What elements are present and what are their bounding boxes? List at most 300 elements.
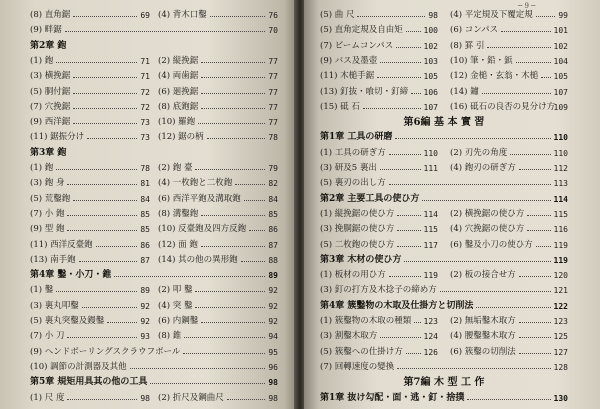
toc-entry (158, 193, 278, 206)
page-number: 130 (553, 393, 568, 403)
page-number: 88 (268, 255, 278, 265)
page-number: 101 (553, 26, 568, 36)
page-number: 126 (423, 347, 438, 357)
toc-entry (450, 40, 568, 53)
toc-entry (30, 315, 150, 328)
toc-entry (450, 70, 568, 83)
dot-leader (404, 261, 551, 262)
page-number: 89 (268, 271, 278, 281)
page-number: 98 (268, 378, 278, 388)
dot-leader (65, 31, 265, 32)
toc-entry (320, 86, 438, 99)
page-number: 113 (553, 179, 568, 189)
entry-title: (10) 羅鉋 (158, 117, 196, 128)
entry-title: (6) 廻挽鋸 (158, 86, 199, 97)
dot-leader (527, 215, 551, 216)
toc-entry (320, 315, 438, 328)
dot-leader (396, 47, 421, 48)
toc-entry (450, 86, 568, 99)
entry-title: (9) ヘンドボーリングスクラウフボール (30, 346, 181, 357)
entry-title: (9) 西洋鋸 (30, 117, 71, 128)
page-number: 81 (140, 179, 150, 189)
entry-title: (6) 簇鑿の切削法 (450, 346, 516, 357)
part-heading (320, 376, 568, 389)
page-number: 115 (423, 225, 438, 235)
entry-title: (1) 簇鑿物の木取の種類 (320, 316, 412, 326)
toc-entry (30, 162, 150, 175)
toc-entry (30, 131, 150, 144)
dot-leader (73, 77, 137, 78)
dot-leader (201, 62, 265, 63)
toc-entry (158, 116, 278, 129)
entry-title: (3) 割鑿木取方 (320, 331, 378, 342)
dot-leader (536, 16, 555, 17)
toc-entry (158, 162, 278, 175)
dot-leader (487, 47, 551, 48)
dot-leader (73, 16, 137, 17)
chapter-heading (320, 392, 568, 405)
page-number: 103 (423, 56, 438, 66)
entry-title: (11) 木槌手鋸 (320, 71, 375, 82)
toc-entry (320, 361, 568, 374)
chapter-title: 第3章 鉋 (30, 147, 67, 158)
dot-leader (183, 353, 265, 354)
dot-leader (201, 108, 265, 109)
entry-title: (1) 工具の研ぎ方 (320, 147, 386, 158)
dot-leader (380, 169, 421, 170)
page-number: 92 (140, 301, 150, 311)
toc-entry (30, 116, 150, 129)
dot-leader (389, 154, 421, 155)
page-number: 107 (423, 102, 438, 112)
dot-leader (67, 399, 137, 400)
dot-leader (377, 77, 421, 78)
entry-title: (4) 腰鑿鑿木取方 (450, 331, 516, 342)
dot-leader (73, 200, 137, 201)
entry-title: (2) 刃先の角度 (450, 147, 508, 158)
page-number: 78 (140, 164, 150, 173)
page-number: 71 (140, 56, 150, 66)
toc-entry (450, 55, 568, 68)
page-number: 105 (553, 72, 568, 82)
dot-leader (363, 108, 421, 109)
dot-leader (467, 399, 551, 400)
entry-title: (4) 背木口鑿 (158, 10, 207, 20)
page-number: 125 (553, 332, 568, 342)
toc-entry (320, 284, 568, 297)
page-number: 124 (423, 332, 438, 342)
dot-leader (541, 77, 551, 78)
page-number: 116 (553, 225, 568, 235)
entry-title: (2) 板の接合せ方 (450, 270, 516, 281)
entry-title: (9) 型 鉋 (30, 224, 65, 235)
page-number: 92 (268, 301, 278, 311)
dot-leader (516, 62, 551, 63)
entry-title: (11) 鋸振分け (30, 132, 85, 143)
dot-leader (406, 31, 421, 32)
entry-title: (10) 反臺鉋及四方反鉋 (158, 224, 247, 235)
dot-leader (536, 246, 551, 247)
toc-entry (450, 162, 568, 175)
toc-entry (450, 208, 568, 221)
dot-leader (397, 215, 421, 216)
entry-title: (3) 挽胴鋸の使ひ方 (320, 224, 395, 235)
toc-entry (30, 330, 150, 343)
toc-entry (158, 223, 278, 236)
page-number: 123 (553, 317, 568, 326)
page-number: 85 (268, 209, 278, 219)
entry-title: (5) 裏丸突鑿及鏝鑿 (30, 316, 105, 326)
toc-entry (320, 269, 438, 282)
page-number: 78 (268, 133, 278, 143)
toc-entry (30, 70, 150, 83)
toc-entry (450, 9, 568, 22)
entry-title: (8) 罫 引 (450, 40, 485, 51)
toc-entry (30, 239, 150, 252)
chapter-title: 第5章 規矩用具其の他の工具 (30, 377, 148, 388)
toc-entry (320, 162, 438, 175)
toc-entry (30, 392, 150, 405)
toc-entry (450, 101, 568, 114)
page-number: 86 (268, 225, 278, 235)
toc-entry (30, 254, 150, 267)
toc-entry (320, 101, 438, 114)
chapter-title: 第1章 抜け勾配・面・逃・釘・捨撲 (320, 392, 465, 403)
toc-entry (30, 284, 150, 297)
dot-leader (67, 215, 137, 216)
dot-leader (201, 215, 265, 216)
chapter-heading (320, 193, 568, 206)
page-number: 93 (140, 332, 150, 342)
entry-title: (7) 穴挽鋸 (30, 101, 71, 112)
dot-leader (82, 307, 137, 308)
entry-title: (12) 鋸の柄 (158, 132, 204, 143)
entry-title: (5) 裏刃の出し方 (320, 178, 386, 189)
dot-leader (150, 383, 265, 384)
entry-title: (13) 釘抜・喰切・釘締 (320, 86, 409, 97)
entry-title: (12) 金槌・玄翁・木槌 (450, 71, 539, 82)
toc-entry (30, 24, 278, 37)
dot-leader (67, 184, 137, 185)
dot-leader (198, 123, 265, 124)
page-number: 92 (268, 317, 278, 326)
chapter-heading (30, 269, 278, 282)
page-number: 92 (140, 317, 150, 326)
page-number: 112 (553, 164, 568, 173)
toc-entry (158, 300, 278, 313)
dot-leader (501, 31, 551, 32)
entry-title: (2) 縦挽鋸 (158, 55, 199, 66)
page-number: 79 (268, 164, 278, 173)
dot-leader (244, 200, 265, 201)
chapter-heading (30, 376, 278, 389)
entry-title: (2) 横挽鋸の使ひ方 (450, 208, 525, 219)
dot-leader (73, 123, 137, 124)
toc-entry (320, 40, 438, 53)
dot-leader (482, 93, 551, 94)
toc-entry (30, 101, 150, 114)
page-number: 115 (553, 209, 568, 219)
toc-entry (320, 9, 438, 22)
entry-title: (2) 無垢鑿木取方 (450, 316, 516, 326)
toc-entry (158, 315, 278, 328)
chapter-title: 第2章 主要工具の使ひ方 (320, 193, 420, 204)
entry-title: (3) 釘の打方及木捻子の締め方 (320, 285, 437, 296)
toc-entry (320, 177, 568, 190)
toc-entry (30, 223, 150, 236)
page-number: 119 (553, 255, 568, 265)
dot-leader (395, 138, 551, 139)
dot-leader (476, 307, 551, 308)
entry-title: (2) 鉋 臺 (158, 163, 193, 173)
page-number: 72 (140, 102, 150, 112)
chapter-heading (320, 131, 568, 144)
dot-leader (73, 108, 137, 109)
entry-title: (13) 南手鉋 (30, 254, 76, 265)
toc-entry (320, 147, 438, 160)
dot-leader (397, 230, 421, 231)
dot-leader (96, 246, 137, 247)
entry-title: (10) 調節の計測器及其他 (30, 361, 127, 372)
entry-title: (5) 直角定規及自由矩 (320, 25, 403, 36)
dot-leader (397, 368, 551, 369)
entry-title: (4) 鉋刃の研ぎ方 (450, 163, 516, 173)
page-number: 110 (553, 133, 568, 143)
page-number: 98 (268, 393, 278, 403)
page-number: 98 (140, 393, 150, 403)
dot-leader (207, 138, 265, 139)
page-number: 76 (268, 11, 278, 20)
entry-title: (5) 荒鑿鉋 (30, 193, 71, 204)
page-number: 104 (553, 56, 568, 66)
page-number: 77 (268, 56, 278, 66)
dot-leader (201, 246, 265, 247)
page-number: 89 (140, 286, 150, 296)
page-number: 84 (140, 194, 150, 204)
entry-title: (5) 胴付鋸 (30, 86, 71, 97)
dot-leader (73, 93, 137, 94)
page-number: 85 (140, 225, 150, 235)
dot-leader (527, 230, 551, 231)
page-number: 98 (428, 11, 438, 20)
dot-leader (227, 399, 265, 400)
entry-title: (3) 研及5 裏出 (320, 163, 377, 173)
dot-leader (67, 230, 137, 231)
page-number: 102 (423, 41, 438, 51)
toc-entry (30, 346, 278, 359)
toc-entry (450, 223, 568, 236)
page-number: 128 (553, 362, 568, 372)
toc-entry (30, 86, 150, 99)
toc-entry (158, 177, 278, 190)
toc-entry (320, 55, 438, 68)
toc-entry (450, 239, 568, 252)
page-number: 77 (268, 87, 278, 97)
dot-leader (184, 337, 265, 338)
toc-entry (30, 300, 150, 313)
page-number: 109 (553, 102, 568, 112)
toc-entry (158, 9, 278, 22)
entry-title: (7) 回轉速度の變換 (320, 361, 395, 372)
entry-title: (1) 鉋 (30, 55, 54, 66)
page-number: 85 (140, 209, 150, 219)
entry-title: (14) 鑢 (450, 86, 479, 97)
page-number: 96 (268, 362, 278, 372)
toc-entry (158, 284, 278, 297)
dot-leader (195, 291, 265, 292)
dot-leader (56, 62, 137, 63)
entry-title: (2) 折尺及鋼曲尺 (158, 392, 224, 403)
entry-title: (8) 溝鑿鉋 (158, 208, 199, 219)
page-number: 119 (423, 271, 438, 281)
toc-entry (450, 315, 568, 328)
dot-leader (249, 230, 265, 231)
toc-entry (158, 392, 278, 405)
toc-entry (450, 147, 568, 160)
page-number: 77 (268, 118, 278, 128)
page-number: 86 (140, 240, 150, 250)
chapter-heading (320, 300, 568, 313)
dot-leader (519, 322, 551, 323)
entry-title: (9) バス及墨壺 (320, 55, 378, 66)
entry-title: (1) 鉋 (30, 163, 54, 173)
page-number: 70 (268, 26, 278, 36)
toc-entry (450, 24, 568, 37)
page-number: 127 (553, 347, 568, 357)
entry-title: (15) 砥 石 (320, 101, 360, 112)
dot-leader (422, 200, 551, 201)
part-heading-text: 第6編 基 本 實 習 (403, 117, 485, 129)
entry-title: (4) 両歯鋸 (158, 71, 199, 82)
dot-leader (130, 368, 265, 369)
dot-leader (440, 291, 551, 292)
toc-entry (30, 208, 150, 221)
toc-entry (158, 55, 278, 68)
dot-leader (519, 353, 551, 354)
chapter-heading (320, 254, 568, 267)
entry-title: (9) 畔鋸 (30, 25, 62, 36)
dot-leader (389, 184, 551, 185)
page-number: 77 (268, 102, 278, 112)
dot-leader (210, 16, 265, 17)
toc-entry (320, 239, 438, 252)
entry-title: (8) 錐 (158, 331, 182, 342)
page-number: 119 (553, 240, 568, 250)
toc-entry (158, 330, 278, 343)
page-number: 114 (553, 194, 568, 204)
dot-leader (380, 62, 421, 63)
chapter-heading (30, 147, 278, 160)
dot-leader (201, 322, 265, 323)
entry-title: (8) 直角鋸 (30, 10, 71, 20)
page-number: 110 (423, 148, 438, 158)
dot-leader (397, 246, 421, 247)
dot-leader (79, 261, 137, 262)
page-number: 87 (268, 240, 278, 250)
dot-leader (519, 337, 551, 338)
page-number: 95 (268, 347, 278, 357)
dot-leader (510, 154, 551, 155)
chapter-title: 第4章 簇鑿物の木取及仕掛方と切削法 (320, 300, 474, 311)
entry-title: (1) 縦挽鋸の使ひ方 (320, 208, 395, 219)
toc-entry (450, 346, 568, 359)
entry-title: (1) 板材の用ひ方 (320, 270, 386, 281)
chapter-heading (30, 40, 278, 53)
left-page (0, 0, 296, 409)
entry-title: (3) 裏丸叩鑿 (30, 300, 79, 311)
page-number: 87 (140, 255, 150, 265)
toc-entry (320, 330, 438, 343)
toc-entry (320, 346, 438, 359)
entry-title: (11) 西洋反臺鉋 (30, 239, 93, 250)
page-number: 82 (268, 179, 278, 189)
toc-entry (158, 239, 278, 252)
toc-entry (320, 223, 438, 236)
toc-entry (320, 70, 438, 83)
toc-entry (30, 361, 278, 374)
toc-entry (158, 131, 278, 144)
dot-leader (411, 93, 421, 94)
page-number: 114 (423, 209, 438, 219)
entry-title: (5) 二枚鉋の使ひ方 (320, 239, 395, 250)
page-number: 84 (268, 194, 278, 204)
chapter-title: 第1章 工具の研磨 (320, 132, 393, 143)
entry-title: (7) 小 刀 (30, 331, 65, 342)
toc-entry (158, 101, 278, 114)
toc-entry (158, 70, 278, 83)
page-number: 110 (553, 148, 568, 158)
page-number: 71 (140, 72, 150, 82)
entry-title: (5) 曲 尺 (320, 10, 355, 20)
entry-title: (12) 面 鉋 (158, 239, 198, 250)
page-number: 106 (423, 87, 438, 97)
dot-leader (380, 337, 421, 338)
chapter-title: 第2章 鉋 (30, 40, 67, 51)
entry-title: (6) 鑿及小刀の使ひ方 (450, 239, 533, 250)
page-number: 122 (553, 301, 568, 311)
page-number: 99 (558, 11, 568, 20)
toc-entry (30, 55, 150, 68)
page-number: 117 (423, 240, 438, 250)
page-number: 72 (140, 87, 150, 97)
right-page (304, 0, 600, 409)
dot-leader (201, 93, 265, 94)
entry-title: (6) 西洋平鉋及溝取鉋 (158, 193, 241, 204)
entry-title: (2) 叩 鑿 (158, 285, 193, 296)
running-head-mark: ─ 9 ─ (518, 2, 536, 10)
toc-entry (30, 193, 150, 206)
dot-leader (414, 322, 421, 323)
part-heading (320, 116, 568, 129)
page-number: 73 (140, 133, 150, 143)
page-number: 77 (268, 72, 278, 82)
entry-title: (4) 一枚鉋と二枚鉋 (158, 178, 233, 189)
dot-leader (406, 353, 421, 354)
entry-title: (1) 鑿 (30, 285, 54, 296)
page-number: 120 (553, 271, 568, 281)
dot-leader (357, 16, 425, 17)
entry-title: (4) 穴挽鋸の使ひ方 (450, 224, 525, 235)
page-number: 121 (553, 286, 568, 296)
dot-leader (67, 337, 137, 338)
dot-leader (389, 276, 421, 277)
page-number: 100 (423, 26, 438, 36)
toc-entry (30, 9, 150, 22)
entry-title: (6) コンパス (450, 25, 499, 36)
entry-title: (14) 其の他の異形鉋 (158, 254, 238, 265)
dot-leader (107, 322, 137, 323)
toc-entry (30, 177, 150, 190)
